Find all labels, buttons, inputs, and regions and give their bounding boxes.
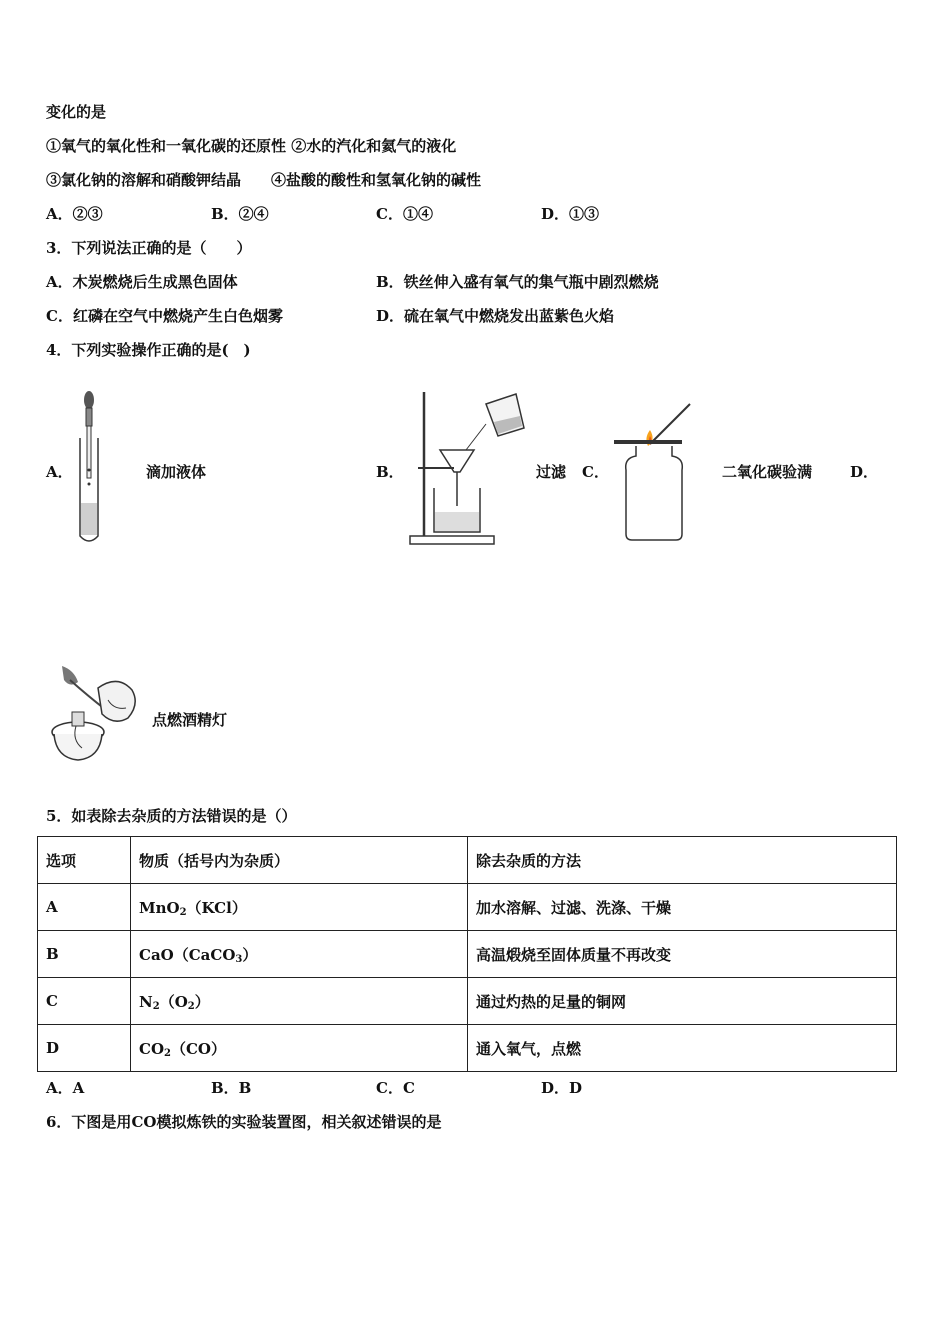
row-a-method: 加水溶解、过滤、洗涤、干燥 bbox=[468, 884, 897, 931]
q4-option-a-letter: A． bbox=[46, 463, 73, 481]
table-row bbox=[38, 1025, 897, 1072]
table-header-row bbox=[38, 837, 897, 884]
row-c-substance: $N_2(O_2)$ bbox=[131, 978, 468, 1025]
q4-stem: 4．下列实验操作正确的是( ) bbox=[46, 341, 251, 359]
row-a-substance: MnO$_2$（KCl） bbox=[131, 884, 468, 931]
q6-stem: 6．下图是用CO模拟炼铁的实验装置图，相关叙述错误的是 bbox=[46, 1113, 442, 1131]
table-row bbox=[38, 931, 897, 978]
q5-stem: 5．如表除去杂质的方法错误的是（） bbox=[46, 807, 297, 825]
q3-option-c: C．红磷在空气中燃烧产生白色烟雾 bbox=[46, 307, 283, 325]
q4-option-c-letter: C． bbox=[582, 463, 609, 481]
q2-option-b: B．②④ bbox=[211, 205, 269, 223]
table-row bbox=[38, 884, 897, 931]
q5-option-b: B．B bbox=[211, 1079, 252, 1097]
q4-option-d-caption: 点燃酒精灯 bbox=[152, 711, 228, 729]
row-d-substance: $CO_2(CO)$ bbox=[131, 1025, 468, 1072]
q5-option-a: A．A bbox=[46, 1079, 85, 1097]
q2-option-d: D．①③ bbox=[541, 205, 600, 223]
filtration-apparatus-figure bbox=[404, 388, 534, 552]
q3-option-b: B．铁丝伸入盛有氧气的集气瓶中剧烈燃烧 bbox=[376, 273, 659, 291]
row-a-option: A bbox=[38, 884, 131, 931]
row-d-method: 通入氧气，点燃 bbox=[468, 1025, 897, 1072]
q2-stem-end: 变化的是 bbox=[46, 103, 107, 121]
co2-gas-jar-figure bbox=[610, 400, 700, 548]
row-d-option: D bbox=[38, 1025, 131, 1072]
q4-option-b-caption: 过滤 bbox=[536, 463, 567, 481]
row-b-substance: CaO（CaCO$_3$） bbox=[131, 931, 468, 978]
q3-option-d: D．硫在氧气中燃烧发出蓝紫色火焰 bbox=[376, 307, 615, 325]
q2-option-c: C．①④ bbox=[376, 205, 433, 223]
q3-stem: 3．下列说法正确的是（ ） bbox=[46, 239, 252, 257]
q3-option-a: A．木炭燃烧后生成黑色固体 bbox=[46, 273, 238, 291]
q2-item-1-2: ①氧气的氧化性和一氧化碳的还原性 ②水的汽化和氦气的液化 bbox=[46, 137, 457, 155]
alcohol-lamp-figure bbox=[48, 660, 144, 770]
q4-option-b-letter: B． bbox=[376, 463, 404, 481]
q2-option-a: A．②③ bbox=[46, 205, 103, 223]
q5-option-c: C．C bbox=[376, 1079, 415, 1097]
row-b-method: 高温煅烧至固体质量不再改变 bbox=[468, 931, 897, 978]
impurity-removal-table bbox=[37, 836, 897, 1072]
q4-option-c-caption: 二氧化碳验满 bbox=[722, 463, 813, 481]
q4-option-a-caption: 滴加液体 bbox=[146, 463, 207, 481]
header-method: 除去杂质的方法 bbox=[468, 837, 897, 884]
header-option: 选项 bbox=[38, 837, 131, 884]
row-b-option: B bbox=[38, 931, 131, 978]
header-substance: 物质（括号内为杂质） bbox=[131, 837, 468, 884]
row-c-method: 通过灼热的足量的铜网 bbox=[468, 978, 897, 1025]
q5-option-d: D．D bbox=[541, 1079, 583, 1097]
table-row bbox=[38, 978, 897, 1025]
q2-item-3-4: ③氯化钠的溶解和硝酸钾结晶 ④盐酸的酸性和氢氧化钠的碱性 bbox=[46, 171, 482, 189]
q4-option-d-letter: D． bbox=[850, 463, 879, 481]
dropper-test-tube-figure bbox=[74, 388, 106, 550]
row-c-option: C bbox=[38, 978, 131, 1025]
